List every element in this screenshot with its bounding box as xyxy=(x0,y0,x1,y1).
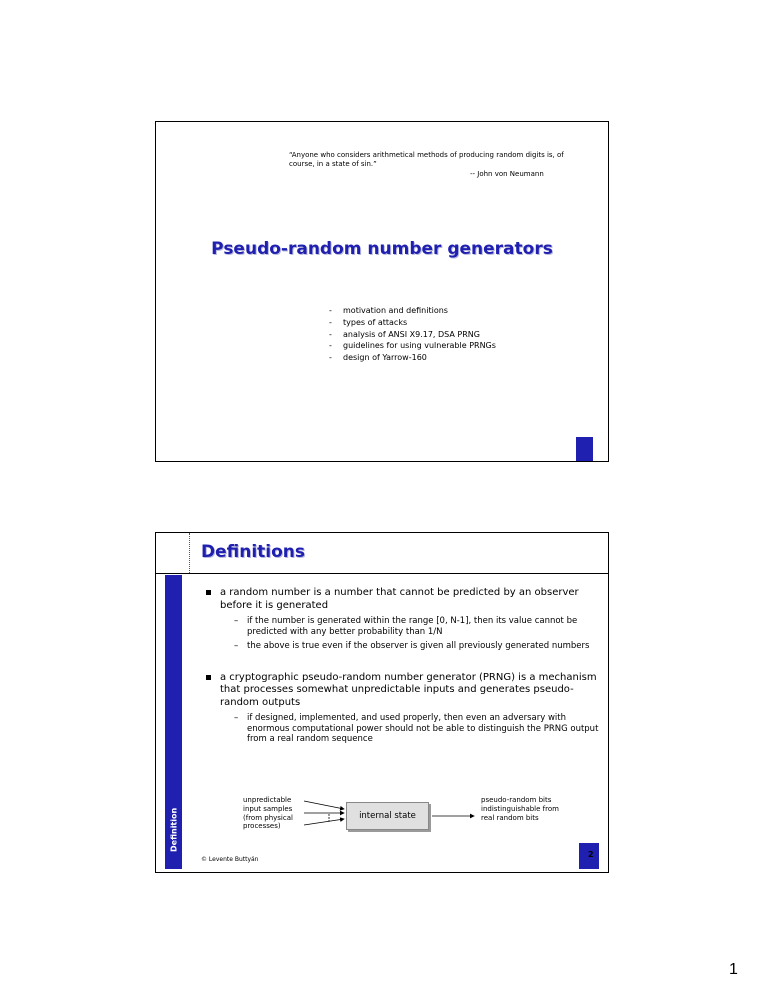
quote-text: “Anyone who considers arithmetical methods of producing random digits is, of course, in a state of sin.” xyxy=(289,151,564,168)
diagram-output-line: indistinguishable from xyxy=(481,804,559,813)
agenda-list xyxy=(329,305,496,364)
square-bullet-icon xyxy=(206,675,211,680)
slide-title: Pseudo-random number generators xyxy=(211,239,553,259)
agenda-item: - motivation and definitions xyxy=(329,305,496,317)
sub-bullet: – if designed, implemented, and used properly, then even an adversary with enormous computational power should not be able to distinguish the PRNG output from a real random sequence xyxy=(220,713,601,745)
diagram-output-line: pseudo-random bits xyxy=(481,796,552,804)
ellipsis-dot xyxy=(328,814,329,815)
slide-body xyxy=(206,587,601,751)
sub-bullet: – the above is true even if the observer is given all previously generated numbers xyxy=(220,641,601,652)
agenda-item: - design of Yarrow-160 xyxy=(329,352,496,364)
quote-attribution: -- John von Neumann xyxy=(470,170,544,178)
diagram-output-label xyxy=(481,796,559,822)
diagram-output-line: real random bits xyxy=(481,813,539,822)
agenda-item: - analysis of ANSI X9.17, DSA PRNG xyxy=(329,329,496,341)
slide-corner-marker xyxy=(576,437,593,461)
header-left-box xyxy=(156,533,190,573)
bullet-text: a random number is a number that cannot be predicted by an observer before it is generated xyxy=(220,587,579,611)
diagram-input-line: input samples xyxy=(243,804,293,813)
agenda-item: - guidelines for using vulnerable PRNGs xyxy=(329,340,496,352)
square-bullet-icon xyxy=(206,590,211,595)
diagram-input-line: processes) xyxy=(243,822,281,831)
internal-state-box: internal state xyxy=(346,802,429,830)
sidebar-label: Definition xyxy=(169,807,178,852)
slide-1 xyxy=(155,121,609,462)
bullet-item xyxy=(206,672,601,745)
input-arrow xyxy=(304,819,344,825)
diagram-input-line: (from physical xyxy=(243,813,293,822)
ellipsis-dot xyxy=(328,817,329,818)
page-number: 1 xyxy=(729,961,738,978)
copyright-text: © Levente Buttyán xyxy=(201,856,259,863)
slide-number: 2 xyxy=(588,850,594,859)
agenda-item: - types of attacks xyxy=(329,317,496,329)
ellipsis-dot xyxy=(328,820,329,821)
slide-header-band xyxy=(156,533,608,574)
slide-2 xyxy=(155,532,609,873)
sidebar-band xyxy=(165,575,182,869)
diagram-input-label xyxy=(243,796,293,831)
sub-bullet: – if the number is generated within the range [0, N-1], then its value cannot be predicted with any better probability than 1/N xyxy=(220,616,601,637)
diagram-input-line: unpredictable xyxy=(243,796,292,804)
bullet-item xyxy=(206,587,601,652)
bullet-text: a cryptographic pseudo-random number generator (PRNG) is a mechanism that processes somewhat unpredictable inputs and generates pseudo-random outputs xyxy=(220,671,597,708)
input-arrow xyxy=(304,801,344,809)
slide-title: Definitions xyxy=(201,542,306,562)
